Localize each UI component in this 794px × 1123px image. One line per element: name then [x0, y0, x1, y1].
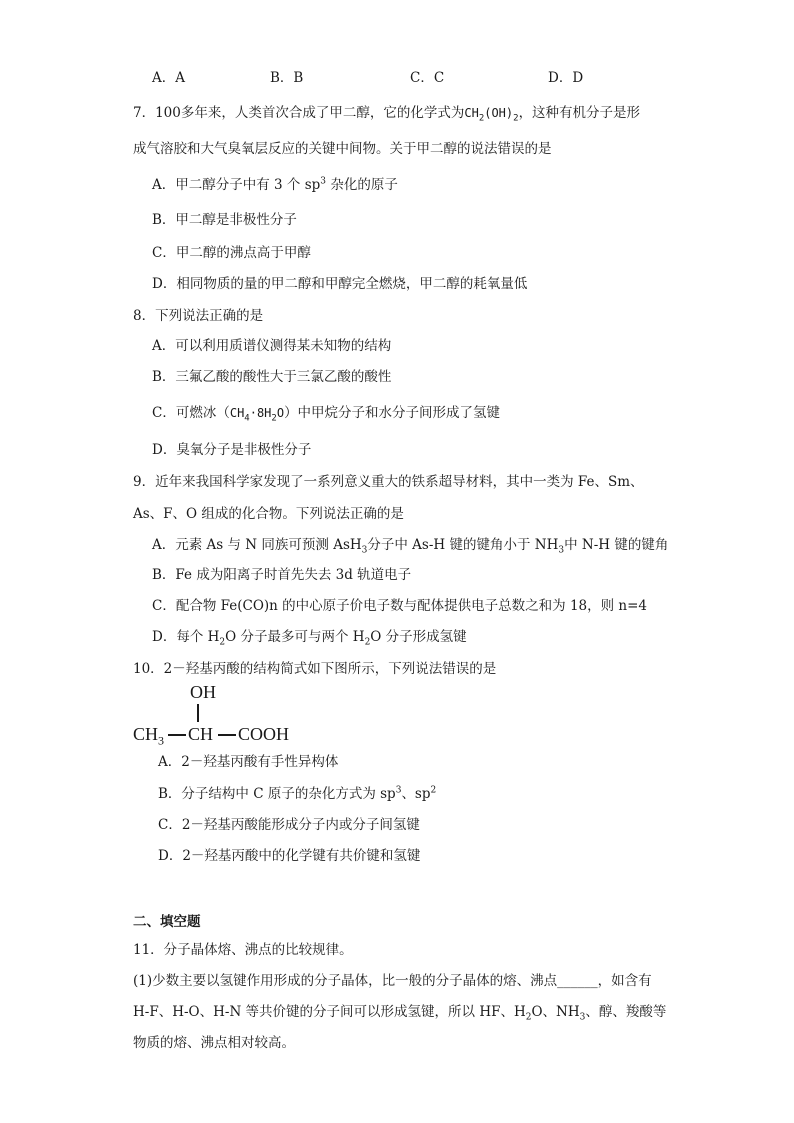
- q6-options: [152, 66, 632, 86]
- q8-option-a[interactable]: A．可以利用质谱仪测得某未知物的结构: [152, 338, 392, 354]
- q10-stem: 10．2－羟基丙酸的结构简式如下图所示，下列说法错误的是: [133, 661, 497, 677]
- q7-option-d[interactable]: D．相同物质的量的甲二醇和甲醇完全燃烧，甲二醇的耗氧量低: [152, 276, 528, 292]
- q10-option-c[interactable]: C．2－羟基丙酸能形成分子内或分子间氢键: [158, 817, 420, 833]
- q10-option-d[interactable]: D．2－羟基丙酸中的化学键有共价键和氢键: [158, 848, 421, 864]
- q8-option-c[interactable]: C．可燃冰$(CH_4\cdot 8H_2O)$中甲烷分子和水分子间形成了氢键: [152, 405, 501, 424]
- q8-stem: 8．下列说法正确的是: [133, 308, 264, 324]
- structure-ch3: $CH_3$: [133, 724, 165, 748]
- q10-option-a[interactable]: A．2－羟基丙酸有手性异构体: [158, 754, 339, 770]
- q6-option-d[interactable]: D．D: [548, 70, 584, 86]
- q7-option-b[interactable]: B．甲二醇是非极性分子: [152, 212, 297, 228]
- q6-option-a[interactable]: A．A: [152, 70, 185, 86]
- q11-line3: 物质的熔、沸点相对较高。: [133, 1035, 295, 1051]
- q6-option-c[interactable]: C．C: [410, 70, 445, 86]
- structure-bond-left: [168, 734, 186, 736]
- section-title-fill-in: 二、填空题: [133, 914, 201, 930]
- q11-line1: (1)少数主要以氢键作用形成的分子晶体，比一般的分子晶体的熔、沸点______，如含有: [133, 973, 652, 989]
- structure-cooh: COOH: [238, 724, 290, 744]
- q9-stem-line1: 9．近年来我国科学家发现了一系列意义重大的铁系超导材料，其中一类为 Fe、Sm、: [133, 474, 644, 490]
- q9-stem-line2: As、F、O 组成的化合物。下列说法正确的是: [133, 506, 404, 522]
- q7-option-c[interactable]: C．甲二醇的沸点高于甲醇: [152, 245, 311, 261]
- structure-bond-right: [218, 734, 236, 736]
- structure-ch: CH: [188, 724, 214, 744]
- q9-option-d[interactable]: D．每个 $H_2O$ 分子最多可与两个 $H_2O$ 分子形成氢键: [152, 629, 467, 648]
- q11-stem: 11．分子晶体熔、沸点的比较规律。: [133, 942, 353, 958]
- q10-option-b[interactable]: B．分子结构中 C 原子的杂化方式为 $sp^3$、$sp^2$: [158, 785, 437, 802]
- q9-option-b[interactable]: B．Fe 成为阳离子时首先失去 3d 轨道电子: [152, 567, 412, 583]
- structure-bond-vertical: [197, 704, 199, 722]
- q8-option-d[interactable]: D．臭氧分子是非极性分子: [152, 442, 312, 458]
- q8-option-b[interactable]: B．三氟乙酸的酸性大于三氯乙酸的酸性: [152, 369, 392, 385]
- q11-line2: H-F、H-O、H-N 等共价键的分子间可以形成氢键，所以 HF、$H_2O$、$NH_3$、醇、羧酸等: [133, 1004, 667, 1023]
- q9-option-a[interactable]: A．元素 As 与 N 同族可预测 AsH$_3$分子中 As-H 键的键角小于 $NH_3$中 N-H 键的键角: [152, 537, 669, 556]
- q7-option-a[interactable]: A．甲二醇分子中有 3 个 $sp^3$ 杂化的原子: [152, 176, 398, 193]
- q7-stem-line2: 成气溶胶和大气臭氧层反应的关键中间物。关于甲二醇的说法错误的是: [133, 141, 552, 157]
- q9-option-c[interactable]: C．配合物 Fe(CO)n 的中心原子价电子数与配体提供电子总数之和为 18，则 n=4: [152, 598, 648, 614]
- q7-stem-line1: 7．100多年来，人类首次合成了甲二醇，它的化学式为$CH_2(OH)_2$，这种有机分子是形: [133, 105, 641, 124]
- structure-oh: OH: [190, 682, 216, 702]
- q7-formula: $CH_2(OH)_2$: [464, 106, 519, 124]
- q6-option-b[interactable]: B．B: [270, 70, 304, 86]
